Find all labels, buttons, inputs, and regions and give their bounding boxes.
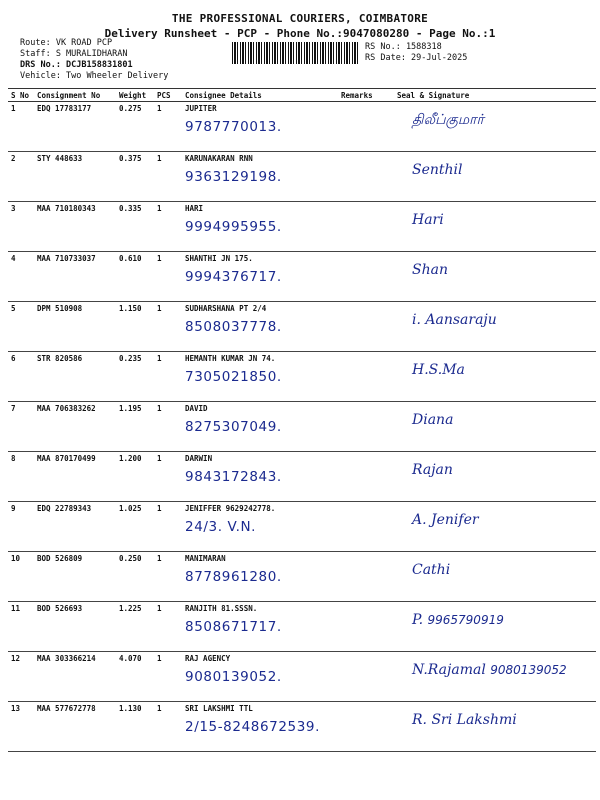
sno-cell: 2 [8, 152, 34, 202]
remarks-cell [338, 352, 394, 402]
rs-date: RS Date: 29-Jul-2025 [365, 53, 468, 63]
table-row [8, 502, 596, 552]
consignment-cell: MAA 710180343 [34, 202, 116, 252]
consignee-cell [182, 402, 338, 452]
runsheet-meta-right [365, 42, 467, 64]
weight-cell: 1.225 [116, 602, 154, 652]
sno-cell: 1 [8, 102, 34, 152]
pcs-cell: 1 [154, 452, 182, 502]
consignee-cell [182, 552, 338, 602]
consignment-cell: EDQ 17783177 [34, 102, 116, 152]
consignee-name: JUPITER [185, 104, 217, 113]
consignee-cell [182, 152, 338, 202]
weight-cell: 1.025 [116, 502, 154, 552]
pcs-cell: 1 [154, 502, 182, 552]
signature: Diana [412, 412, 454, 428]
table-row [8, 602, 596, 652]
handwritten-note: 8508037778. [185, 319, 282, 335]
pcs-cell: 1 [154, 102, 182, 152]
weight-cell: 0.375 [116, 152, 154, 202]
signature-cell [394, 652, 596, 702]
seal-note: 9080139052 [490, 663, 567, 677]
weight-cell: 1.200 [116, 452, 154, 502]
table-row [8, 252, 596, 302]
signature-cell [394, 102, 596, 152]
consignee-cell [182, 252, 338, 302]
signature: Senthil [412, 162, 463, 178]
sno-cell: 6 [8, 352, 34, 402]
remarks-cell [338, 552, 394, 602]
weight-cell: 0.610 [116, 252, 154, 302]
weight-cell: 1.195 [116, 402, 154, 452]
sno-cell: 13 [8, 702, 34, 752]
weight-cell: 0.250 [116, 552, 154, 602]
handwritten-note: 8275307049. [185, 419, 282, 435]
signature-cell [394, 702, 596, 752]
handwritten-note: 9994995955. [185, 219, 282, 235]
barcode [232, 42, 358, 64]
consignee-cell [182, 352, 338, 402]
route-text: Route: VK ROAD PCP [20, 38, 113, 48]
delivery-table [8, 88, 596, 752]
remarks-cell [338, 202, 394, 252]
consignee-cell [182, 302, 338, 352]
pcs-cell: 1 [154, 702, 182, 752]
remarks-cell [338, 652, 394, 702]
signature-cell [394, 202, 596, 252]
consignment-cell: EDQ 22789343 [34, 502, 116, 552]
col-consignment: Consignment No [34, 89, 116, 102]
pcs-cell: 1 [154, 152, 182, 202]
pcs-cell: 1 [154, 252, 182, 302]
remarks-cell [338, 152, 394, 202]
signature-cell [394, 552, 596, 602]
weight-cell: 1.130 [116, 702, 154, 752]
runsheet-subtitle: Delivery Runsheet - PCP - Phone No.:9047080280 - Page No.:1 [104, 27, 496, 40]
signature: N.Rajamal [412, 662, 486, 678]
sno-cell: 4 [8, 252, 34, 302]
signature: P. [412, 612, 424, 628]
remarks-cell [338, 302, 394, 352]
consignee-name: SHANTHI JN 175. [185, 254, 253, 263]
pcs-cell: 1 [154, 652, 182, 702]
consignee-name: DAVID [185, 404, 208, 413]
consignee-name: RANJITH 81.SSSN. [185, 604, 258, 613]
signature: R. Sri Lakshmi [412, 712, 517, 728]
handwritten-note: 9080139052. [185, 669, 282, 685]
weight-cell: 4.070 [116, 652, 154, 702]
consignment-cell: MAA 870170499 [34, 452, 116, 502]
seal-note: 9965790919 [427, 613, 504, 627]
signature: i. Aansaraju [412, 312, 497, 328]
consignee-name: RAJ AGENCY [185, 654, 231, 663]
pcs-cell: 1 [154, 352, 182, 402]
signature-cell [394, 502, 596, 552]
company-title: THE PROFESSIONAL COURIERS, COIMBATORE [171, 12, 429, 25]
sno-cell: 11 [8, 602, 34, 652]
sno-cell: 7 [8, 402, 34, 452]
consignee-cell [182, 702, 338, 752]
sno-cell: 8 [8, 452, 34, 502]
signature-cell [394, 402, 596, 452]
remarks-cell [338, 502, 394, 552]
table-row [8, 452, 596, 502]
table-row [8, 652, 596, 702]
table-row [8, 352, 596, 402]
handwritten-note: 9787770013. [185, 119, 282, 135]
col-pcs: PCS [154, 89, 182, 102]
consignee-name: SUDHARSHANA PT 2/4 [185, 304, 267, 313]
pcs-cell: 1 [154, 202, 182, 252]
consignee-cell [182, 602, 338, 652]
signature: திலீப்குமார் [412, 112, 484, 128]
consignee-cell [182, 452, 338, 502]
consignee-name: KARUNAKARAN RNN [185, 154, 253, 163]
remarks-cell [338, 252, 394, 302]
consignee-name: HARI [185, 204, 204, 213]
signature-cell [394, 602, 596, 652]
remarks-cell [338, 452, 394, 502]
handwritten-note: 2/15-8248672539. [185, 719, 320, 735]
signature: A. Jenifer [412, 512, 479, 528]
consignment-cell: DPM 510908 [34, 302, 116, 352]
handwritten-note: 8508671717. [185, 619, 282, 635]
vehicle-text: Vehicle: Two Wheeler Delivery [20, 71, 169, 81]
runsheet-meta-left [20, 38, 168, 82]
staff-text: Staff: S MURALIDHARAN [20, 49, 128, 59]
signature-cell [394, 252, 596, 302]
handwritten-note: 8778961280. [185, 569, 282, 585]
consignee-name: HEMANTH KUMAR JN 74. [185, 354, 276, 363]
consignee-cell [182, 502, 338, 552]
handwritten-note: 7305021850. [185, 369, 282, 385]
signature-cell [394, 302, 596, 352]
weight-cell: 0.235 [116, 352, 154, 402]
table-row [8, 102, 596, 152]
consignment-cell: MAA 577672778 [34, 702, 116, 752]
col-signature: Seal & Signature [394, 89, 596, 102]
consignee-name: MANIMARAN [185, 554, 226, 563]
signature: Shan [412, 262, 448, 278]
handwritten-note: 9994376717. [185, 269, 282, 285]
signature-cell [394, 352, 596, 402]
sno-cell: 9 [8, 502, 34, 552]
remarks-cell [338, 702, 394, 752]
signature: Hari [412, 212, 444, 228]
col-consignee: Consignee Details [182, 89, 338, 102]
remarks-cell [338, 602, 394, 652]
sno-cell: 12 [8, 652, 34, 702]
col-sno: S No [8, 89, 34, 102]
remarks-cell [338, 102, 394, 152]
consignment-cell: STR 820586 [34, 352, 116, 402]
rs-number: RS No.: 1588318 [365, 42, 442, 52]
weight-cell: 1.150 [116, 302, 154, 352]
table-row [8, 302, 596, 352]
signature-cell [394, 452, 596, 502]
handwritten-note: 9843172843. [185, 469, 282, 485]
table-row [8, 552, 596, 602]
handwritten-note: 9363129198. [185, 169, 282, 185]
consignment-cell: STY 448633 [34, 152, 116, 202]
table-row [8, 702, 596, 752]
consignee-name: SRI LAKSHMI TTL [185, 704, 253, 713]
col-weight: Weight [116, 89, 154, 102]
remarks-cell [338, 402, 394, 452]
consignment-cell: BOD 526693 [34, 602, 116, 652]
consignee-name: DARWIN [185, 454, 213, 463]
pcs-cell: 1 [154, 302, 182, 352]
table-header-row [8, 89, 596, 102]
handwritten-note: 24/3. V.N. [185, 519, 257, 535]
consignment-cell: MAA 710733037 [34, 252, 116, 302]
weight-cell: 0.335 [116, 202, 154, 252]
weight-cell: 0.275 [116, 102, 154, 152]
sno-cell: 10 [8, 552, 34, 602]
consignment-cell: BOD 526809 [34, 552, 116, 602]
sno-cell: 5 [8, 302, 34, 352]
consignee-cell [182, 652, 338, 702]
consignment-cell: MAA 303366214 [34, 652, 116, 702]
drs-number: DRS No.: DCJB158831801 [20, 60, 133, 70]
signature-cell [394, 152, 596, 202]
table-row [8, 152, 596, 202]
consignee-name: JENIFFER 9629242778. [185, 504, 276, 513]
consignee-cell [182, 202, 338, 252]
pcs-cell: 1 [154, 552, 182, 602]
table-row [8, 402, 596, 452]
consignment-cell: MAA 706383262 [34, 402, 116, 452]
col-remarks: Remarks [338, 89, 394, 102]
table-row [8, 202, 596, 252]
pcs-cell: 1 [154, 402, 182, 452]
consignee-cell [182, 102, 338, 152]
signature: Rajan [412, 462, 453, 478]
pcs-cell: 1 [154, 602, 182, 652]
signature: H.S.Ma [412, 362, 465, 378]
sno-cell: 3 [8, 202, 34, 252]
signature: Cathi [412, 562, 451, 578]
